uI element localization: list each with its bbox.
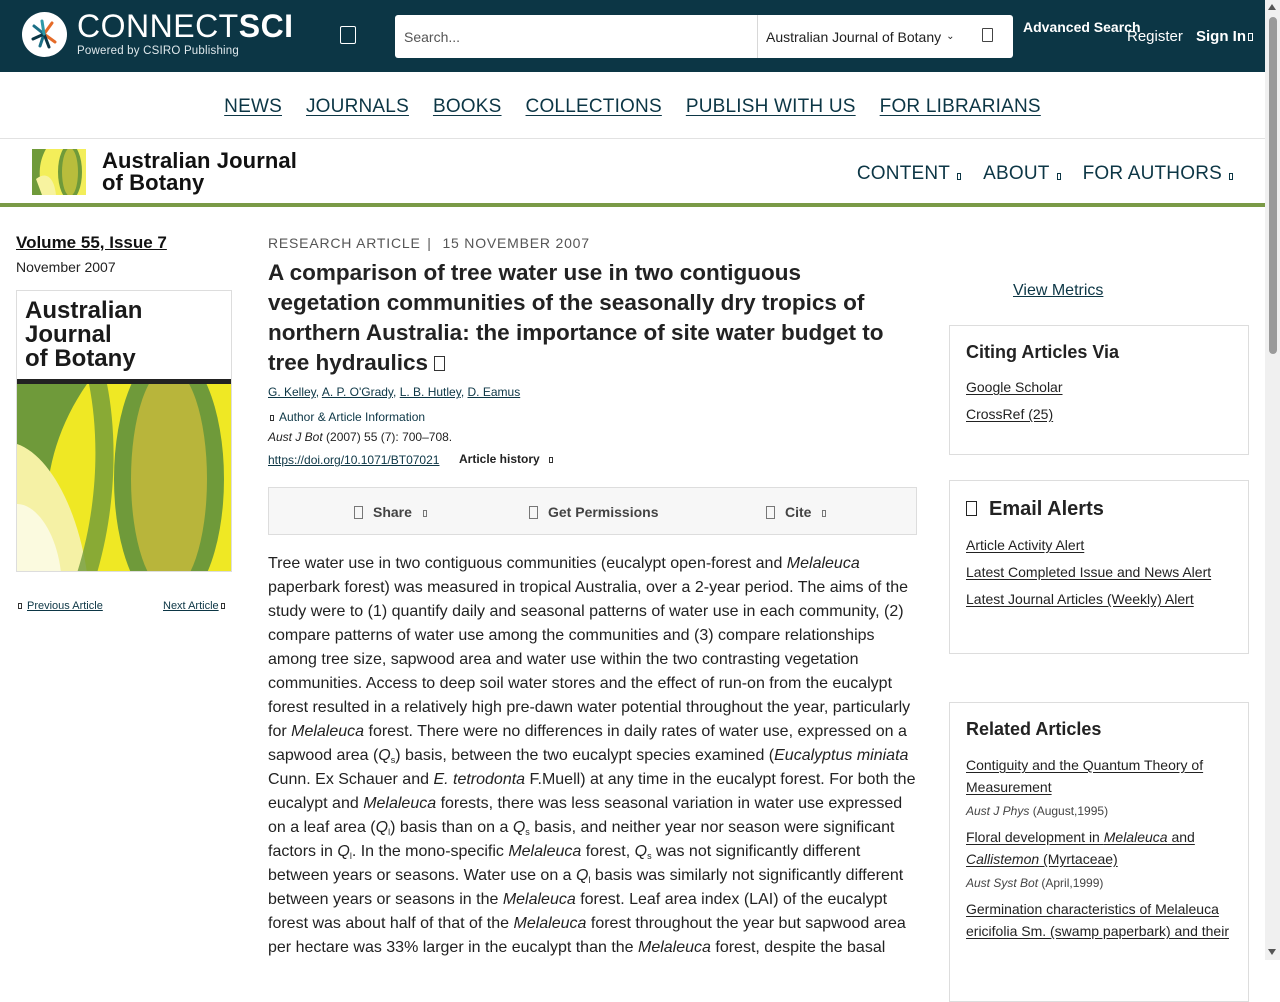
chevron-down-icon (423, 510, 427, 517)
doi-link[interactable]: https://doi.org/10.1071/BT07021 (268, 453, 440, 467)
cover-artwork (17, 384, 232, 572)
permissions-icon (529, 506, 538, 519)
chevron-left-icon (18, 603, 22, 609)
nav-for-librarians[interactable]: FOR LIBRARIANS (879, 96, 1041, 117)
nav-journals[interactable]: JOURNALS (305, 96, 409, 117)
journal-nav-content[interactable]: CONTENT (857, 163, 961, 185)
previous-article[interactable] (16, 600, 103, 612)
article-activity-alert-link[interactable]: Article Activity Alert (966, 537, 1085, 553)
chevron-down-icon: ⌄ (946, 31, 955, 42)
view-metrics-link[interactable]: View Metrics (1013, 282, 1104, 299)
global-nav (0, 72, 1265, 139)
author-article-info-toggle[interactable]: Author & Article Information (268, 410, 425, 424)
chevron-down-icon (957, 173, 961, 180)
previous-article-link[interactable]: Previous Article (27, 600, 103, 612)
nav-news[interactable]: NEWS (224, 96, 282, 117)
citing-articles-panel (949, 325, 1249, 455)
brand-subtitle: Powered by CSIRO Publishing (77, 45, 240, 57)
chevron-right-icon (221, 603, 225, 609)
related-articles-heading: Related Articles (966, 719, 1102, 739)
nav-publish-with-us[interactable]: PUBLISH WITH US (685, 96, 856, 117)
sign-in-link[interactable]: Sign In (1196, 28, 1253, 45)
journal-header (0, 140, 1265, 207)
issue-cover-image[interactable] (16, 290, 232, 572)
latest-articles-alert-link[interactable]: Latest Journal Articles (Weekly) Alert (966, 591, 1194, 607)
chevron-down-icon (1229, 173, 1233, 180)
journal-nav (857, 163, 1233, 185)
related-article-link[interactable]: Germination characteristics of Melaleuca ericifolia Sm. (swamp paperbark) and their (966, 901, 1229, 939)
article-title: A comparison of tree water use in two contiguous vegetation communities of the seasonally dry tropics of northern Australia: the importance of site water budget to tree hydraulics (268, 260, 884, 375)
advanced-search-link[interactable]: Advanced Search (1023, 19, 1141, 35)
scroll-up-arrow-icon[interactable] (1268, 4, 1276, 10)
journal-logo-icon (32, 149, 86, 195)
citing-articles-heading: Citing Articles Via (966, 342, 1120, 362)
connectsci-logo[interactable] (22, 8, 294, 57)
search-scope-label: Australian Journal of Botany (766, 28, 942, 45)
related-article-meta: Aust J Phys (August,1995) (966, 804, 1109, 818)
author-link[interactable]: A. P. O'Grady (321, 385, 394, 399)
journal-logo[interactable] (32, 149, 297, 195)
author-link[interactable]: L. B. Hutley (399, 385, 461, 399)
author-link[interactable]: D. Eamus (467, 385, 521, 399)
sign-in-icon (1248, 33, 1253, 41)
issue-date: November 2007 (16, 259, 116, 275)
search-icon[interactable] (982, 28, 993, 42)
cover-title: Australian Journal of Botany (25, 297, 143, 372)
search-input[interactable] (395, 15, 757, 58)
connectsci-logo-icon (22, 12, 67, 57)
related-articles-panel (949, 702, 1249, 1002)
latest-issue-alert-link[interactable]: Latest Completed Issue and News Alert (966, 564, 1212, 580)
nav-collections[interactable]: COLLECTIONS (525, 96, 662, 117)
journal-nav-for-authors[interactable]: FOR AUTHORS (1083, 163, 1233, 185)
journal-nav-about[interactable]: ABOUT (983, 163, 1060, 185)
bell-icon (966, 501, 977, 516)
email-alerts-heading: Email Alerts (966, 498, 1248, 521)
quote-icon (766, 506, 775, 519)
next-article[interactable] (163, 600, 230, 612)
cite-button[interactable]: Cite (766, 504, 826, 520)
search-bar (395, 15, 1013, 58)
author-list: G. Kelley, A. P. O'Grady, L. B. Hutley, D. Eamus (268, 385, 521, 399)
page-scrollbar[interactable] (1265, 0, 1280, 960)
article-abstract: Tree water use in two contiguous communities (eucalypt open-forest and Melaleuca paperbark forest) was measured in tropical Australia, over a 2-year period. The aims of the study were to (1) quantify daily and seasonal patterns of water use in each community, (2) compare patterns of water use among the communities and (3) compare relationships among tree size, sapwood area and water use within the two contrasting vegetation communities. Access to deep soil water stores and the effect of run-on from the eucalypt forest resulted in a relatively high pre-dawn water potential throughout the year, particularly for Melaleuca forest. There were no differences in daily rates of water use, expressed on a sapwood area $(Q_s)$ basis, between the two eucalypt species examined (Eucalyptus miniata Cunn. Ex Schauer and E. tetrodonta F.Muell) at any time in the eucalypt forest. For both the eucalypt and Melaleuca forests, there was less seasonal variation in water use expressed on a leaf area $(Q_l)$ basis than on a $Q_s$ basis, and neither year nor season were significant factors in $Q_l$. In the mono-specific Melaleuca forest, $Q_s$ was not significantly different between years or seasons. Water use on a $Q_l$ basis was similarly not significantly different between years or seasons in the Melaleuca forest. Leaf area index (LAI) of the eucalypt forest was about half of that of the Melaleuca forest throughout the year but sapwood area per hectare was 33% larger in the eucalypt than the Melaleuca forest, despite the basal (268, 555, 916, 956)
issue-volume-link[interactable]: Volume 55, Issue 7 (16, 233, 167, 252)
menu-toggle-icon[interactable] (340, 26, 356, 44)
article-toolbar (268, 487, 917, 535)
google-scholar-link[interactable]: Google Scholar (966, 379, 1063, 395)
top-header (0, 0, 1265, 72)
related-article-meta: Aust Syst Bot (April,1999) (966, 876, 1104, 890)
related-article-link[interactable]: Floral development in Melaleuca and Callistemon (Myrtaceae) (966, 829, 1195, 867)
journal-name: Australian Journal of Botany (102, 148, 297, 195)
article-history-toggle[interactable]: Article history (459, 452, 558, 466)
get-permissions-button[interactable]: Get Permissions (529, 504, 659, 520)
share-icon (354, 506, 363, 519)
chevron-down-icon (822, 510, 826, 517)
related-article-link[interactable]: Contiguity and the Quantum Theory of Measurement (966, 757, 1204, 795)
article-citation: Aust J Bot (2007) 55 (7): 700–708. (268, 430, 453, 444)
brand-title: CONNECTSCI (77, 8, 294, 44)
nav-books[interactable]: BOOKS (432, 96, 502, 117)
register-link[interactable]: Register (1127, 28, 1183, 45)
plus-icon (270, 415, 274, 421)
open-access-icon (434, 356, 445, 371)
share-button[interactable]: Share (354, 504, 427, 520)
chevron-down-icon (549, 457, 553, 463)
search-scope-select[interactable] (757, 15, 967, 58)
crossref-link[interactable]: CrossRef (25) (966, 406, 1054, 422)
scroll-down-arrow-icon[interactable] (1268, 949, 1276, 955)
next-article-link[interactable]: Next Article (163, 600, 219, 612)
article-type-date: RESEARCH ARTICLE | 15 NOVEMBER 2007 (268, 235, 590, 251)
scrollbar-thumb[interactable] (1269, 17, 1277, 354)
author-link[interactable]: G. Kelley (268, 385, 316, 399)
email-alerts-panel (949, 480, 1249, 654)
chevron-down-icon (1057, 173, 1061, 180)
